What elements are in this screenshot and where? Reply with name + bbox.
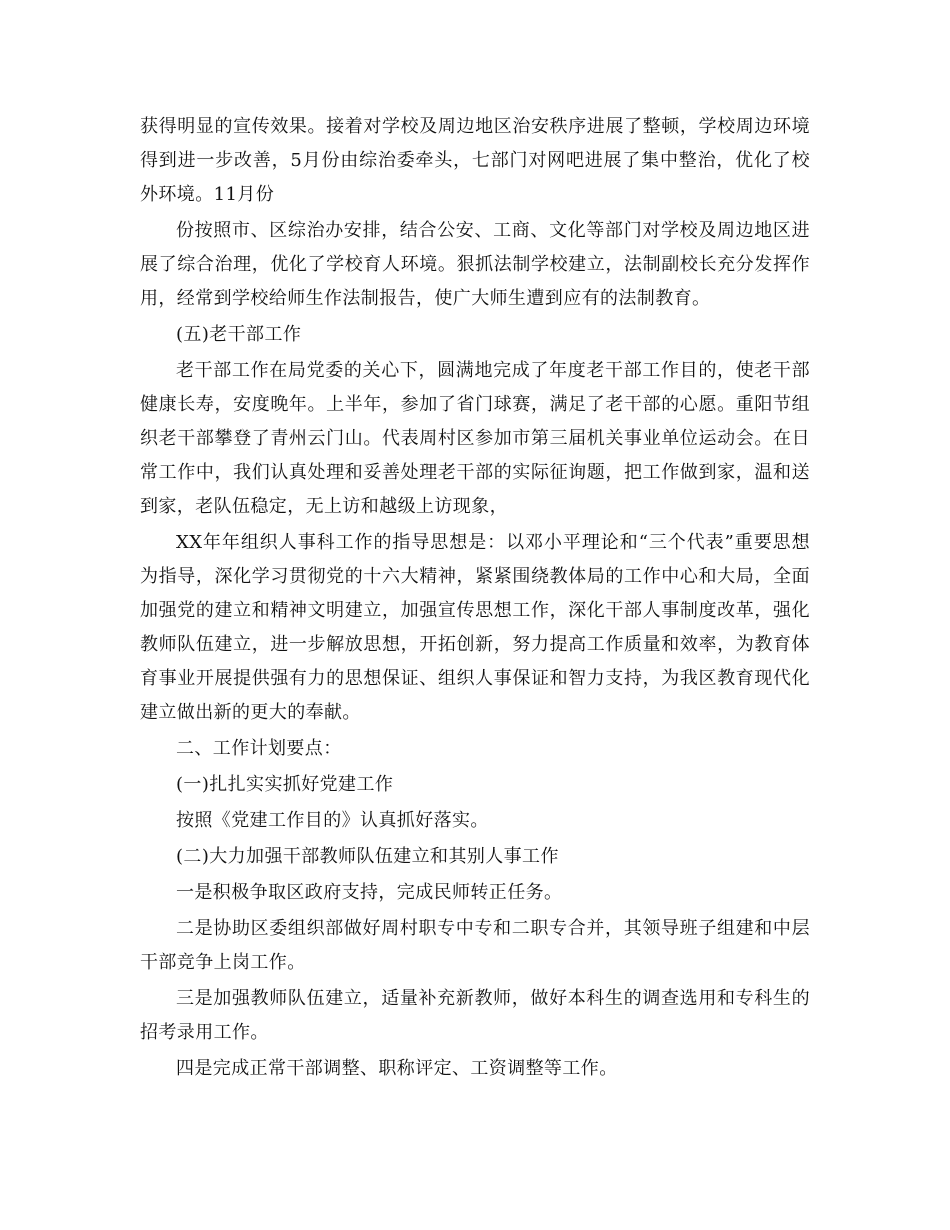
paragraph-4: XX年年组织人事科工作的指导思想是：以邓小平理论和“三个代表”重要思想为指导，深化学习贯彻党的十六大精神，紧紧围绕教体局的工作中心和大局，全面加强党的建立和精神文明建立，加强宣传思想工作，深化干部人事制度改革，强化教师队伍建立，进一步解放思想，开拓创新，努力提高工作质量和效率，为教育体育事业开展提供强有力的思想保证、组织人事保证和智力支持，为我区教育现代化建立做出新的更大的奉献。 bbox=[140, 532, 810, 723]
section-heading-2: 二、工作计划要点： bbox=[176, 738, 342, 759]
paragraph-1: 获得明显的宣传效果。接着对学校及周边地区治安秩序进展了整顿，学校周边环境得到进一步改善，5月份由综治委牵头，七部门对网吧进展了集中整治，优化了校外环境。11月份 bbox=[140, 116, 810, 205]
paragraph-2: 份按照市、区综治办安排，结合公安、工商、文化等部门对学校及周边地区进展了综合治理，优化了学校育人环境。狠抓法制学校建立，法制副校长充分发挥作用，经常到学校给师生作法制报告，使广大师生遭到应有的法制教育。 bbox=[140, 220, 810, 309]
list-item-3: 三是加强教师队伍建立，适量补充新教师，做好本科生的调查选用和专科生的招考录用工作。 bbox=[140, 988, 810, 1043]
subheading-2: (二)大力加强干部教师队伍建立和其别人事工作 bbox=[176, 846, 559, 867]
section-heading-5: (五)老干部工作 bbox=[176, 324, 302, 345]
list-item-1: 一是积极争取区政府支持，完成民师转正任务。 bbox=[176, 882, 563, 903]
list-item-2: 二是协助区委组织部做好周村职专中专和二职专合并，其领导班子组建和中层干部竞争上岗工作。 bbox=[140, 918, 810, 973]
subheading-1: (一)扎扎实实抓好党建工作 bbox=[176, 774, 394, 795]
list-item-4: 四是完成正常干部调整、职称评定、工资调整等工作。 bbox=[176, 1058, 618, 1079]
paragraph-5: 按照《党建工作目的》认真抓好落实。 bbox=[176, 810, 489, 831]
paragraph-3: 老干部工作在局党委的关心下，圆满地完成了年度老干部工作目的，使老干部健康长寿，安度晚年。上半年，参加了省门球赛，满足了老干部的心愿。重阳节组织老干部攀登了青州云门山。代表周村区参加市第三届机关事业单位运动会。在日常工作中，我们认真处理和妥善处理老干部的实际征询题，把工作做到家，温和送到家，老队伍稳定，无上访和越级上访现象， bbox=[140, 360, 810, 517]
